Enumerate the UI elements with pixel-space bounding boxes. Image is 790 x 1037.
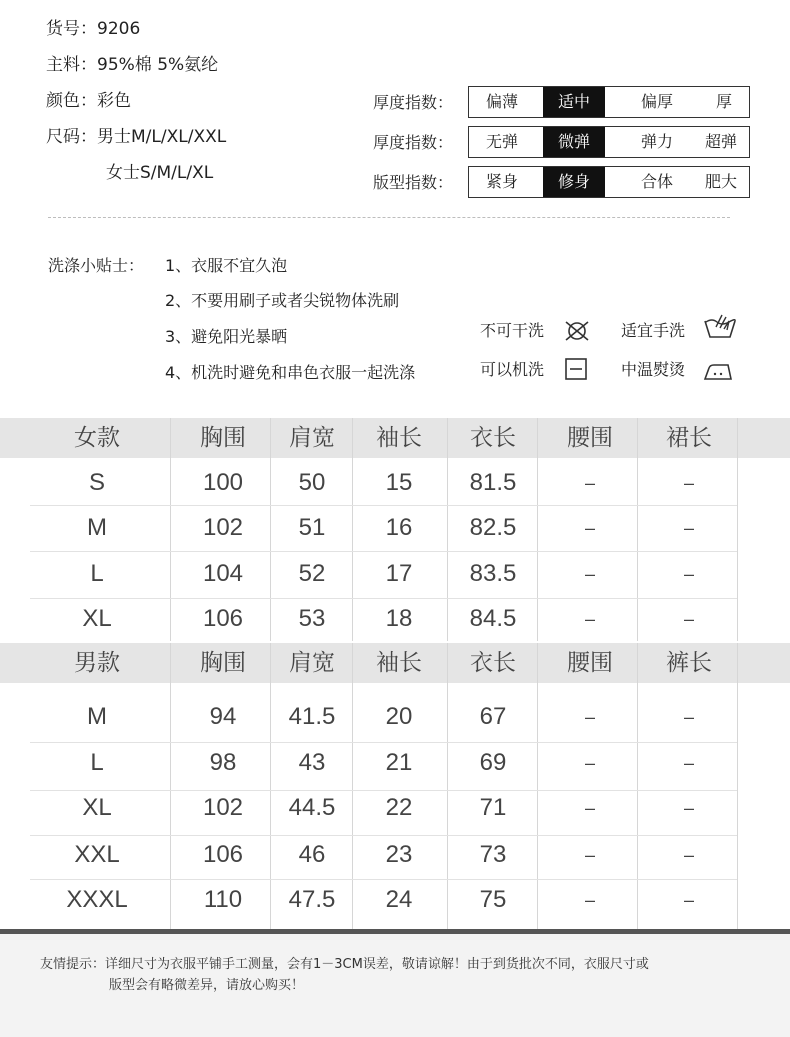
item-number: 货号：9206 [46, 19, 141, 39]
table-column-divider [170, 418, 171, 641]
index-option: 肥大 [704, 172, 737, 191]
no-dry-clean-icon [563, 319, 591, 343]
table-cell: 22 [385, 794, 413, 821]
footer [0, 934, 790, 1037]
table-cell: 104 [202, 560, 244, 587]
index-box-thickness [468, 86, 750, 118]
care-tip: 4、机洗时避免和串色衣服一起洗涤 [165, 363, 416, 382]
table-header-cell: 女款 [74, 425, 120, 451]
table-header-cell: 肩宽 [289, 650, 335, 676]
table-cell: 50 [298, 469, 326, 496]
table-cell: 81.5 [469, 469, 517, 496]
table-cell: 73 [479, 841, 507, 868]
size-men: 尺码：男士M/L/XL/XXL [46, 127, 227, 147]
table-cell: – [584, 845, 595, 865]
hand-wash-icon [703, 309, 737, 341]
no-dry-clean-label: 不可干洗 [480, 321, 545, 340]
table-row-size: S [88, 469, 105, 496]
table-header-cell: 男款 [74, 650, 120, 676]
table-cell: 75 [479, 886, 507, 913]
table-cell: 71 [479, 794, 507, 821]
hand-wash-label: 适宜手洗 [621, 321, 686, 340]
table-header-cell: 腰围 [567, 425, 613, 451]
table-cell: 94 [209, 703, 237, 730]
table-cell: 16 [385, 514, 413, 541]
table-header-cell: 胸围 [200, 425, 246, 451]
footer-line: 版型会有略微差异，请放心购买！ [109, 978, 305, 993]
table-row-size: L [90, 749, 104, 776]
table-header-cell: 胸围 [200, 650, 246, 676]
machine-wash-icon [564, 357, 588, 381]
footer-line: 友情提示：详细尺寸为衣服平铺手工测量，会有1－3CM误差，敬请谅解！由于到货批次不同，衣服尺寸或 [40, 957, 649, 972]
care-title: 洗涤小贴士： [48, 256, 145, 275]
table-cell: 47.5 [288, 886, 336, 913]
table-cell: – [584, 564, 595, 584]
table-cell: – [683, 890, 694, 910]
index-option: 合体 [640, 172, 673, 191]
index-label-fit: 版型指数： [373, 173, 454, 192]
table-row-divider [30, 879, 737, 880]
color: 颜色：彩色 [46, 91, 131, 111]
table-header-cell: 裙长 [666, 425, 712, 451]
table-cell: 84.5 [469, 605, 517, 632]
index-label-elasticity: 厚度指数： [373, 133, 454, 152]
index-option: 偏薄 [485, 92, 518, 111]
index-box-elasticity [468, 126, 750, 158]
material: 主料：95%棉 5%氨纶 [46, 55, 219, 75]
table-row-divider [30, 835, 737, 836]
table-cell: – [683, 518, 694, 538]
index-label-thickness: 厚度指数： [373, 93, 454, 112]
index-option: 弹力 [640, 132, 673, 151]
table-row-size: XXL [74, 841, 120, 868]
table-cell: – [683, 609, 694, 629]
table-cell: 110 [203, 886, 243, 913]
table-header-cell: 袖长 [376, 425, 422, 451]
table-cell: 53 [298, 605, 326, 632]
care-tip: 2、不要用刷子或者尖锐物体洗刷 [165, 291, 400, 310]
table-cell: 51 [298, 514, 326, 541]
index-option: 紧身 [485, 172, 518, 191]
index-option-selected: 修身 [543, 167, 605, 197]
care-tip: 3、避免阳光暴晒 [165, 327, 288, 346]
table-header-cell: 袖长 [376, 650, 422, 676]
care-tip: 1、衣服不宜久泡 [165, 256, 288, 275]
table-column-divider [737, 418, 738, 641]
table-row-size: XXXL [66, 886, 128, 913]
table-cell: 102 [202, 514, 244, 541]
index-option: 厚 [715, 92, 732, 111]
table-row-divider [30, 505, 737, 506]
table-cell: 52 [298, 560, 326, 587]
table-cell: 69 [479, 749, 507, 776]
table-row-size: M [87, 514, 107, 541]
table-header-cell: 腰围 [567, 650, 613, 676]
table-cell: 106 [202, 841, 244, 868]
table-cell: – [683, 473, 694, 493]
table-cell: 67 [479, 703, 507, 730]
table-row-size: XL [82, 605, 112, 632]
size-women: 女士S/M/L/XL [106, 163, 214, 183]
index-option: 无弹 [485, 132, 518, 151]
table-cell: 83.5 [469, 560, 517, 587]
index-box-fit [468, 166, 750, 198]
table-cell: – [584, 473, 595, 493]
footer-note [40, 954, 649, 996]
table-cell: – [584, 518, 595, 538]
table-row-size: M [87, 703, 107, 730]
table-cell: – [584, 890, 595, 910]
table-row-divider [30, 551, 737, 552]
dashed-divider [48, 217, 730, 218]
table-cell: – [584, 753, 595, 773]
table-cell: 24 [385, 886, 413, 913]
table-cell: – [683, 845, 694, 865]
table-column-divider [737, 643, 738, 929]
table-row-size: L [90, 560, 104, 587]
table-cell: 44.5 [288, 794, 336, 821]
table-row-size: XL [82, 794, 112, 821]
table-cell: 98 [209, 749, 237, 776]
table-row-divider [30, 742, 737, 743]
table-header-cell: 衣长 [470, 425, 516, 451]
table-cell: 23 [385, 841, 413, 868]
index-option: 偏厚 [640, 92, 673, 111]
table-header-cell: 肩宽 [289, 425, 335, 451]
iron-icon [702, 360, 734, 382]
table-cell: 43 [298, 749, 326, 776]
table-cell: 100 [202, 469, 244, 496]
table-cell: 17 [385, 560, 413, 587]
table-cell: 18 [385, 605, 413, 632]
index-option-selected: 微弹 [543, 127, 605, 157]
table-header-cell: 裤长 [666, 650, 712, 676]
index-option: 超弹 [704, 132, 737, 151]
table-cell: 41.5 [288, 703, 336, 730]
table-cell: 21 [385, 749, 413, 776]
table-cell: – [584, 707, 595, 727]
index-option-selected: 适中 [543, 87, 605, 117]
table-header-cell: 衣长 [470, 650, 516, 676]
table-row-divider [30, 790, 737, 791]
table-cell: 102 [202, 794, 244, 821]
table-cell: – [683, 753, 694, 773]
table-cell: – [683, 707, 694, 727]
table-cell: 20 [385, 703, 413, 730]
table-cell: 106 [202, 605, 244, 632]
machine-wash-label: 可以机洗 [480, 360, 545, 379]
table-cell: – [584, 609, 595, 629]
table-cell: 46 [298, 841, 326, 868]
table-cell: 15 [385, 469, 413, 496]
table-cell: 82.5 [469, 514, 517, 541]
table-row-divider [30, 598, 737, 599]
iron-label: 中温熨烫 [621, 360, 686, 379]
table-cell: – [584, 798, 595, 818]
table-cell: – [683, 564, 694, 584]
table-cell: – [683, 798, 694, 818]
table-column-divider [170, 643, 171, 929]
